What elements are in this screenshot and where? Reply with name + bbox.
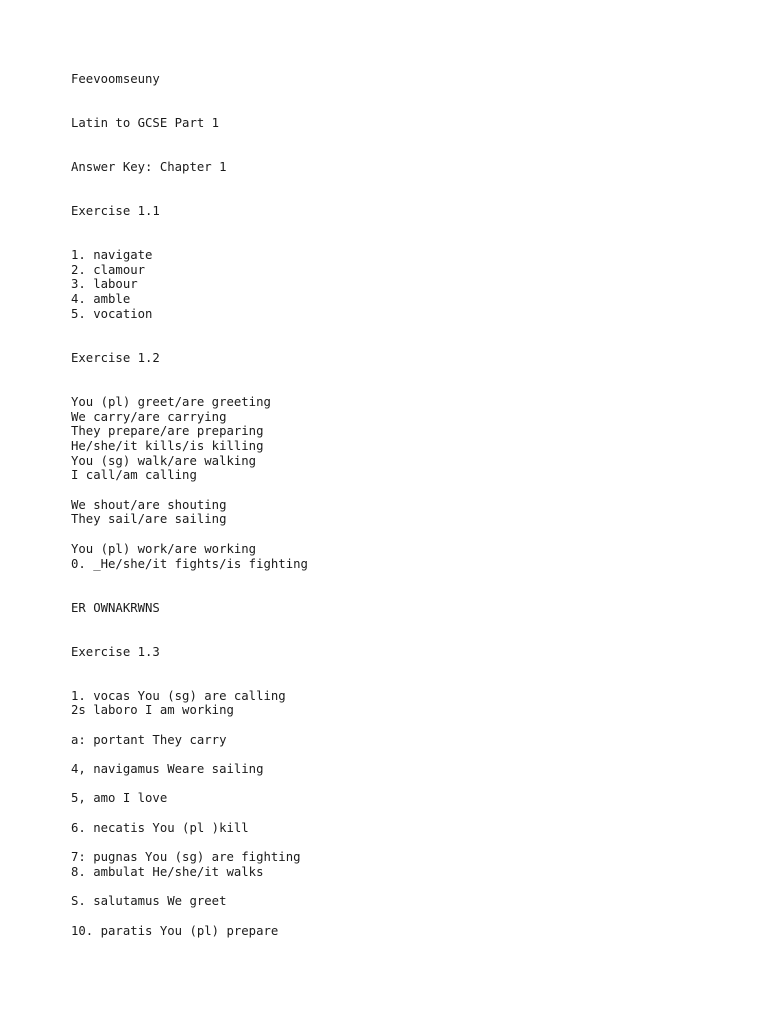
exercise-1-2-group-2 [71,498,751,527]
exercise-1-1-list [71,248,751,322]
list-item: 2. clamour [71,262,146,277]
scan-noise-line: ER OWNAKRWNS [71,600,160,615]
list-item: I call/am calling [71,468,197,483]
list-item: 10. paratis You (pl) prepare [71,923,279,938]
list-item: We carry/are carrying [71,409,227,424]
document-title: Latin to GCSE Part 1 [71,116,220,130]
list-item: 3. labour [71,277,138,292]
list-item: 5. vocation [71,306,153,321]
list-item: 6. necatis You (pl )kill [71,820,249,835]
scan-noise-header: Feevoomseuny [71,72,160,86]
list-item: 7: pugnas You (sg) are fighting [71,850,301,865]
list-item: a: portant They carry [71,732,227,747]
exercise-1-3-heading: Exercise 1.3 [71,644,160,659]
list-item: We shout/are shouting [71,497,227,512]
list-item: 4, navigamus Weare sailing [71,762,264,776]
list-item: 4. amble [71,292,131,307]
exercise-1-3-list [71,689,751,939]
document-page [71,72,751,938]
list-item: You (pl) greet/are greeting [71,394,271,409]
list-item: 1. vocas You (sg) are calling [71,688,286,703]
exercise-1-2-group-1 [71,395,751,483]
list-item: They prepare/are preparing [71,424,264,439]
list-item: 1. navigate [71,248,153,262]
exercise-1-1-heading: Exercise 1.1 [71,204,160,218]
list-item: They sail/are sailing [71,512,227,527]
document-subtitle: Answer Key: Chapter 1 [71,160,227,174]
list-item: You (sg) walk/are walking [71,453,257,468]
list-item: S. salutamus We greet [71,894,227,909]
list-item: He/she/it kills/is killing [71,438,264,453]
list-item: 5, amo I love [71,791,168,806]
list-item: You (pl) work/are working [71,541,257,556]
exercise-1-2-group-3 [71,542,751,571]
list-item: 2s laboro I am working [71,703,234,718]
list-item: 0. _He/she/it fights/is fighting [71,556,308,571]
list-item: 8. ambulat He/she/it walks [71,864,264,879]
exercise-1-2-heading: Exercise 1.2 [71,350,160,365]
